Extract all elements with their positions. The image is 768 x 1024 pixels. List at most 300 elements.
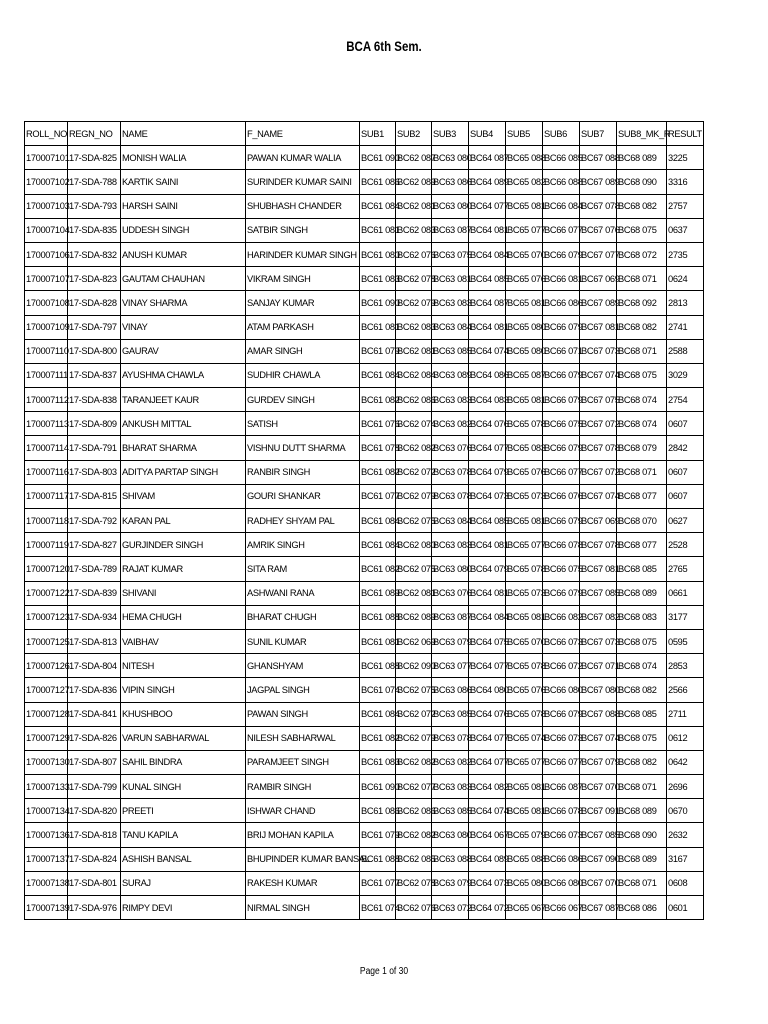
cell-regn-no: 17-SDA-804 [68,654,121,678]
cell-sub8-mk-r: BC68 071 [617,871,667,895]
cell-f-name: ATAM PARKASH [246,315,360,339]
cell-sub4: BC64 077 [469,194,506,218]
cell-roll-no: 170007133 [25,775,68,799]
cell-sub2: BC62 076 [396,896,432,920]
cell-sub6: BC66 067 [543,896,580,920]
cell-sub8-mk-r: BC68 071 [617,339,667,363]
cell-roll-no: 170007125 [25,629,68,653]
cell-roll-no: 170007136 [25,823,68,847]
cell-sub2: BC62 084 [396,363,432,387]
table-row [25,267,704,291]
table-row [25,654,704,678]
cell-sub6: BC66 078 [543,533,580,557]
cell-sub4: BC64 086 [469,363,506,387]
table-row [25,823,704,847]
cell-sub7: BC67 071 [580,654,617,678]
cell-roll-no: 170007129 [25,726,68,750]
cell-sub6: BC66 076 [543,484,580,508]
cell-sub2: BC62 079 [396,726,432,750]
cell-sub1: BC61 082 [360,557,396,581]
cell-sub4: BC64 079 [469,460,506,484]
cell-sub5: BC65 080 [506,871,543,895]
cell-sub4: BC64 087 [469,146,506,170]
cell-regn-no: 17-SDA-838 [68,388,121,412]
cell-sub1: BC61 086 [360,799,396,823]
cell-sub4: BC64 084 [469,605,506,629]
table-row [25,291,704,315]
cell-sub3: BC63 083 [432,775,469,799]
cell-roll-no: 170007128 [25,702,68,726]
table-body [25,146,704,920]
cell-roll-no: 170007130 [25,750,68,774]
cell-sub5: BC65 081 [506,605,543,629]
cell-regn-no: 17-SDA-837 [68,363,121,387]
cell-result: 2588 [667,339,704,363]
cell-sub8-mk-r: BC68 075 [617,726,667,750]
cell-sub1: BC61 077 [360,871,396,895]
cell-f-name: BRIJ MOHAN KAPILA [246,823,360,847]
cell-sub2: BC62 090 [396,654,432,678]
cell-sub7: BC67 078 [580,533,617,557]
cell-sub2: BC62 087 [396,146,432,170]
cell-sub3: BC63 078 [432,484,469,508]
cell-sub6: BC66 085 [543,146,580,170]
cell-sub2: BC62 072 [396,460,432,484]
cell-sub5: BC65 087 [506,363,543,387]
cell-name: ASHISH BANSAL [121,847,246,871]
column-header-roll-no: ROLL_NO [25,122,68,146]
cell-sub5: BC65 081 [506,799,543,823]
cell-sub8-mk-r: BC68 072 [617,242,667,266]
table-row [25,242,704,266]
cell-sub1: BC61 076 [360,412,396,436]
cell-sub8-mk-r: BC68 089 [617,847,667,871]
cell-sub2: BC62 075 [396,678,432,702]
cell-name: SHIVANI [121,581,246,605]
cell-name: PREETI [121,799,246,823]
cell-sub3: BC63 083 [432,388,469,412]
cell-f-name: VISHNU DUTT SHARMA [246,436,360,460]
header-row [25,122,704,146]
cell-sub1: BC61 082 [360,388,396,412]
cell-sub3: BC63 082 [432,412,469,436]
cell-sub7: BC67 069 [580,267,617,291]
cell-sub3: BC63 083 [432,533,469,557]
cell-sub5: BC65 076 [506,460,543,484]
table-row [25,509,704,533]
cell-regn-no: 17-SDA-807 [68,750,121,774]
cell-roll-no: 170007111 [25,363,68,387]
cell-sub7: BC67 079 [580,750,617,774]
cell-regn-no: 17-SDA-791 [68,436,121,460]
cell-sub6: BC66 088 [543,170,580,194]
cell-result: 0601 [667,896,704,920]
cell-sub8-mk-r: BC68 082 [617,194,667,218]
cell-name: BHARAT SHARMA [121,436,246,460]
table-row [25,436,704,460]
cell-sub3: BC63 076 [432,436,469,460]
cell-sub2: BC62 081 [396,581,432,605]
cell-sub5: BC65 070 [506,629,543,653]
column-header-regn-no: REGN_NO [68,122,121,146]
cell-result: 3225 [667,146,704,170]
cell-f-name: RAKESH KUMAR [246,871,360,895]
cell-sub4: BC64 076 [469,412,506,436]
cell-regn-no: 17-SDA-832 [68,242,121,266]
cell-sub7: BC67 073 [580,629,617,653]
cell-sub4: BC64 077 [469,750,506,774]
cell-result: 0624 [667,267,704,291]
cell-sub1: BC61 082 [360,460,396,484]
cell-result: 2765 [667,557,704,581]
cell-regn-no: 17-SDA-976 [68,896,121,920]
cell-sub5: BC65 083 [506,436,543,460]
table-row [25,750,704,774]
cell-sub3: BC63 080 [432,146,469,170]
cell-sub3: BC63 080 [432,823,469,847]
cell-sub3: BC63 086 [432,678,469,702]
cell-roll-no: 170007118 [25,509,68,533]
cell-sub4: BC64 082 [469,775,506,799]
cell-sub2: BC62 075 [396,509,432,533]
cell-sub7: BC67 082 [580,605,617,629]
cell-sub8-mk-r: BC68 074 [617,412,667,436]
cell-name: TARANJEET KAUR [121,388,246,412]
cell-regn-no: 17-SDA-824 [68,847,121,871]
cell-regn-no: 17-SDA-799 [68,775,121,799]
table-row [25,871,704,895]
cell-sub8-mk-r: BC68 082 [617,750,667,774]
cell-sub7: BC67 088 [580,702,617,726]
cell-name: ADITYA PARTAP SINGH [121,460,246,484]
cell-result: 2632 [667,823,704,847]
cell-result: 2528 [667,533,704,557]
cell-name: KARAN PAL [121,509,246,533]
cell-result: 0607 [667,412,704,436]
cell-sub3: BC63 087 [432,605,469,629]
cell-sub1: BC61 088 [360,654,396,678]
cell-regn-no: 17-SDA-820 [68,799,121,823]
column-header-sub3: SUB3 [432,122,469,146]
cell-sub7: BC67 078 [580,436,617,460]
cell-sub7: BC67 080 [580,678,617,702]
cell-sub5: BC65 078 [506,557,543,581]
cell-sub4: BC64 067 [469,823,506,847]
cell-sub3: BC63 080 [432,557,469,581]
table-row [25,775,704,799]
cell-sub8-mk-r: BC68 070 [617,509,667,533]
cell-sub8-mk-r: BC68 090 [617,823,667,847]
cell-regn-no: 17-SDA-826 [68,726,121,750]
cell-sub7: BC67 072 [580,460,617,484]
cell-sub1: BC61 082 [360,726,396,750]
cell-f-name: GURDEV SINGH [246,388,360,412]
cell-sub6: BC66 071 [543,339,580,363]
cell-result: 0595 [667,629,704,653]
cell-sub6: BC66 081 [543,267,580,291]
cell-f-name: AMRIK SINGH [246,533,360,557]
cell-sub4: BC64 081 [469,581,506,605]
cell-f-name: NIRMAL SINGH [246,896,360,920]
cell-sub1: BC61 090 [360,291,396,315]
cell-roll-no: 170007113 [25,412,68,436]
cell-f-name: VIKRAM SINGH [246,267,360,291]
cell-sub4: BC64 072 [469,896,506,920]
cell-name: KHUSHBOO [121,702,246,726]
cell-sub7: BC67 075 [580,388,617,412]
cell-sub4: BC64 083 [469,388,506,412]
cell-sub4: BC64 084 [469,242,506,266]
cell-f-name: AMAR SINGH [246,339,360,363]
cell-sub3: BC63 079 [432,871,469,895]
cell-roll-no: 170007108 [25,291,68,315]
cell-sub5: BC65 076 [506,267,543,291]
cell-sub2: BC62 081 [396,194,432,218]
cell-sub6: BC66 080 [543,871,580,895]
cell-sub5: BC65 078 [506,702,543,726]
cell-sub2: BC62 077 [396,775,432,799]
cell-roll-no: 170007102 [25,170,68,194]
cell-sub2: BC62 083 [396,218,432,242]
cell-sub3: BC63 086 [432,170,469,194]
cell-sub6: BC66 082 [543,605,580,629]
cell-sub7: BC67 091 [580,799,617,823]
cell-sub3: BC63 079 [432,629,469,653]
cell-sub7: BC67 070 [580,775,617,799]
cell-sub7: BC67 090 [580,847,617,871]
cell-roll-no: 170007126 [25,654,68,678]
cell-sub3: BC63 077 [432,654,469,678]
cell-sub1: BC61 086 [360,170,396,194]
cell-sub6: BC66 073 [543,823,580,847]
cell-sub8-mk-r: BC68 082 [617,315,667,339]
cell-sub4: BC64 076 [469,702,506,726]
cell-regn-no: 17-SDA-825 [68,146,121,170]
cell-sub6: BC66 075 [543,412,580,436]
cell-sub7: BC67 081 [580,315,617,339]
cell-sub8-mk-r: BC68 077 [617,533,667,557]
cell-sub7: BC67 081 [580,557,617,581]
cell-sub5: BC65 073 [506,484,543,508]
cell-roll-no: 170007106 [25,242,68,266]
cell-name: ANKUSH MITTAL [121,412,246,436]
cell-sub3: BC63 076 [432,581,469,605]
cell-sub6: BC66 079 [543,315,580,339]
cell-name: TANU KAPILA [121,823,246,847]
column-header-f-name: F_NAME [246,122,360,146]
cell-sub8-mk-r: BC68 077 [617,484,667,508]
cell-regn-no: 17-SDA-797 [68,315,121,339]
cell-roll-no: 170007120 [25,557,68,581]
cell-sub5: BC65 082 [506,170,543,194]
cell-sub4: BC64 077 [469,654,506,678]
cell-sub3: BC63 089 [432,363,469,387]
cell-regn-no: 17-SDA-792 [68,509,121,533]
cell-sub8-mk-r: BC68 083 [617,605,667,629]
table-row [25,847,704,871]
table-row [25,533,704,557]
cell-sub8-mk-r: BC68 092 [617,291,667,315]
cell-sub8-mk-r: BC68 075 [617,629,667,653]
cell-sub8-mk-r: BC68 071 [617,460,667,484]
cell-sub6: BC66 079 [543,242,580,266]
cell-sub2: BC62 086 [396,388,432,412]
cell-regn-no: 17-SDA-828 [68,291,121,315]
column-header-sub7: SUB7 [580,122,617,146]
cell-sub2: BC62 072 [396,702,432,726]
cell-sub3: BC63 080 [432,194,469,218]
cell-sub3: BC63 085 [432,799,469,823]
cell-sub6: BC66 077 [543,218,580,242]
cell-sub4: BC64 081 [469,315,506,339]
cell-f-name: BHUPINDER KUMAR BANSAL [246,847,360,871]
cell-sub5: BC65 081 [506,388,543,412]
cell-sub4: BC64 081 [469,533,506,557]
cell-sub4: BC64 074 [469,799,506,823]
cell-result: 0607 [667,460,704,484]
cell-f-name: SHUBHASH CHANDER [246,194,360,218]
cell-roll-no: 170007114 [25,436,68,460]
cell-result: 0637 [667,218,704,242]
cell-name: NITESH [121,654,246,678]
cell-sub2: BC62 069 [396,629,432,653]
cell-regn-no: 17-SDA-801 [68,871,121,895]
cell-result: 2757 [667,194,704,218]
cell-f-name: GOURI SHANKAR [246,484,360,508]
cell-sub8-mk-r: BC68 074 [617,654,667,678]
cell-result: 0642 [667,750,704,774]
cell-sub1: BC61 077 [360,484,396,508]
table-row [25,581,704,605]
cell-regn-no: 17-SDA-813 [68,629,121,653]
table-row [25,339,704,363]
cell-roll-no: 170007127 [25,678,68,702]
cell-sub7: BC67 087 [580,896,617,920]
cell-f-name: ASHWANI RANA [246,581,360,605]
cell-sub3: BC63 078 [432,726,469,750]
cell-sub5: BC65 074 [506,726,543,750]
cell-regn-no: 17-SDA-809 [68,412,121,436]
table-row [25,605,704,629]
cell-sub1: BC61 083 [360,750,396,774]
cell-f-name: SANJAY KUMAR [246,291,360,315]
cell-sub4: BC64 077 [469,726,506,750]
cell-sub8-mk-r: BC68 075 [617,218,667,242]
cell-sub1: BC61 074 [360,896,396,920]
cell-sub2: BC62 081 [396,339,432,363]
cell-sub8-mk-r: BC68 090 [617,170,667,194]
cell-result: 0607 [667,484,704,508]
cell-f-name: RADHEY SHYAM PAL [246,509,360,533]
cell-sub5: BC65 073 [506,581,543,605]
cell-regn-no: 17-SDA-835 [68,218,121,242]
cell-sub6: BC66 080 [543,678,580,702]
cell-sub2: BC62 082 [396,823,432,847]
cell-sub6: BC66 072 [543,654,580,678]
cell-name: VAIBHAV [121,629,246,653]
cell-sub4: BC64 073 [469,871,506,895]
cell-sub8-mk-r: BC68 085 [617,557,667,581]
cell-f-name: NILESH SABHARWAL [246,726,360,750]
cell-result: 3167 [667,847,704,871]
cell-sub3: BC63 088 [432,847,469,871]
cell-sub7: BC67 074 [580,484,617,508]
cell-regn-no: 17-SDA-841 [68,702,121,726]
table-row [25,484,704,508]
cell-sub1: BC61 078 [360,436,396,460]
cell-sub1: BC61 081 [360,218,396,242]
cell-sub6: BC66 077 [543,750,580,774]
cell-sub2: BC62 080 [396,533,432,557]
cell-sub4: BC64 075 [469,629,506,653]
cell-roll-no: 170007110 [25,339,68,363]
cell-sub3: BC63 084 [432,509,469,533]
cell-sub6: BC66 086 [543,291,580,315]
cell-sub7: BC67 069 [580,509,617,533]
cell-roll-no: 170007101 [25,146,68,170]
column-header-result: RESULT [667,122,704,146]
cell-sub5: BC65 077 [506,218,543,242]
cell-roll-no: 170007117 [25,484,68,508]
cell-roll-no: 170007116 [25,460,68,484]
cell-sub5: BC65 081 [506,509,543,533]
cell-roll-no: 170007104 [25,218,68,242]
cell-sub5: BC65 081 [506,291,543,315]
cell-sub5: BC65 079 [506,823,543,847]
cell-result: 2853 [667,654,704,678]
cell-f-name: SURINDER KUMAR SAINI [246,170,360,194]
cell-sub2: BC62 078 [396,871,432,895]
cell-sub1: BC61 084 [360,363,396,387]
cell-sub6: BC66 079 [543,509,580,533]
table-row [25,170,704,194]
cell-regn-no: 17-SDA-793 [68,194,121,218]
cell-name: HARSH SAINI [121,194,246,218]
table-row [25,460,704,484]
cell-sub1: BC61 088 [360,605,396,629]
cell-sub6: BC66 079 [543,363,580,387]
cell-sub3: BC63 082 [432,750,469,774]
cell-sub6: BC66 077 [543,460,580,484]
cell-result: 3029 [667,363,704,387]
cell-name: KUNAL SINGH [121,775,246,799]
cell-sub7: BC67 074 [580,363,617,387]
cell-result: 2754 [667,388,704,412]
cell-regn-no: 17-SDA-934 [68,605,121,629]
cell-sub1: BC61 088 [360,847,396,871]
cell-f-name: HARINDER KUMAR SINGH [246,242,360,266]
cell-name: UDDESH SINGH [121,218,246,242]
cell-sub7: BC67 088 [580,146,617,170]
cell-result: 0670 [667,799,704,823]
cell-sub8-mk-r: BC68 089 [617,146,667,170]
cell-sub4: BC64 077 [469,436,506,460]
cell-sub7: BC67 077 [580,242,617,266]
cell-sub7: BC67 089 [580,170,617,194]
cell-sub1: BC61 081 [360,315,396,339]
table-row [25,146,704,170]
cell-sub1: BC61 081 [360,629,396,653]
cell-sub5: BC65 077 [506,750,543,774]
cell-result: 2566 [667,678,704,702]
cell-sub6: BC66 087 [543,775,580,799]
cell-result: 2842 [667,436,704,460]
cell-f-name: BHARAT CHUGH [246,605,360,629]
cell-regn-no: 17-SDA-836 [68,678,121,702]
cell-sub6: BC66 073 [543,629,580,653]
cell-sub2: BC62 082 [396,750,432,774]
cell-name: AYUSHMA CHAWLA [121,363,246,387]
